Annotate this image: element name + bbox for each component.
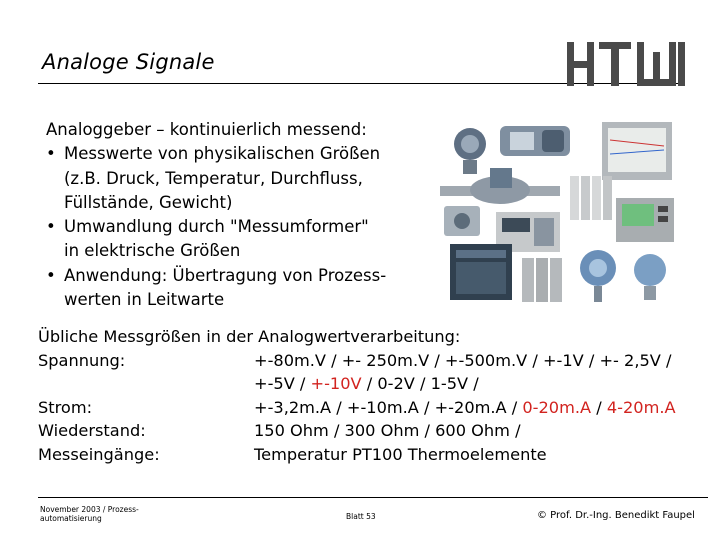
highlighted-value: 4-20m.A (606, 397, 676, 417)
chart-recorder (602, 122, 672, 180)
footer-date-line: November 2003 / Prozess- (40, 505, 139, 514)
bullet-item (46, 142, 426, 215)
bullet-line: • Anwendung: Übertragung von Prozess- (64, 265, 387, 285)
transmitter-devices-photo (430, 120, 688, 308)
row-value: +-80m.V / +- 250m.V / +-500m.V / +-1V / +- 2,5V / (254, 350, 672, 370)
bullet-line: (z.B. Druck, Temperatur, Durchfluss, (64, 168, 363, 188)
display-unit (616, 198, 674, 242)
plc-module (450, 244, 512, 300)
row-value (254, 372, 479, 396)
value-part: / 0-2V / 1-5V / (361, 374, 479, 394)
page-number: Blatt 53 (346, 512, 376, 521)
row-value (254, 396, 676, 420)
intro-lead: Analoggeber – kontinuierlich messend: (46, 120, 367, 139)
value-part: / (591, 397, 607, 417)
highlighted-value: +-10V (310, 374, 362, 394)
bullet-line: • Messwerte von physikalischen Größen (64, 144, 381, 164)
table-row (38, 372, 718, 396)
row-label: Spannung: (38, 350, 126, 370)
rack-modules (522, 258, 562, 302)
bullet-line: Füllstände, Gewicht) (64, 192, 233, 212)
row-value: Temperatur PT100 Thermoelemente (254, 444, 547, 464)
row-value: 150 Ohm / 300 Ohm / 600 Ohm / (254, 421, 521, 441)
footer-date (40, 505, 160, 523)
flow-meter (500, 126, 570, 156)
table-row (38, 443, 718, 467)
row-label: Strom: (38, 397, 93, 417)
slide-title: Analoge Signale (42, 50, 215, 74)
htw-logo (567, 42, 685, 86)
footer-divider (38, 497, 708, 498)
bullet-line: in elektrische Größen (64, 241, 241, 261)
table-row (38, 349, 718, 373)
table-heading (38, 325, 718, 349)
highlighted-value: 0-20m.A (522, 397, 592, 417)
table-heading-text: Übliche Messgrößen in der Analogwertverarbeitung: (38, 327, 461, 346)
valve-positioner (444, 206, 480, 236)
row-label: Wiederstand: (38, 421, 146, 441)
intro-bullets (46, 142, 426, 312)
bullet-line: werten in Leitwarte (64, 290, 225, 310)
value-part: +-3,2m.A / +-10m.A / +-20m.A / (254, 397, 523, 417)
intro-text (46, 118, 426, 312)
row-label: Messeingänge: (38, 444, 160, 464)
bullet-item (46, 215, 426, 264)
bullet-item (46, 264, 426, 313)
table-row (38, 419, 718, 443)
measurement-table (38, 325, 718, 467)
author-credit: © Prof. Dr.-Ing. Benedikt Faupel (537, 510, 695, 521)
footer-date-line: automatisierung (40, 514, 102, 523)
bullet-line: • Umwandlung durch "Messumformer" (64, 217, 369, 237)
table-row (38, 396, 718, 420)
value-part: +-5V / (254, 374, 311, 394)
